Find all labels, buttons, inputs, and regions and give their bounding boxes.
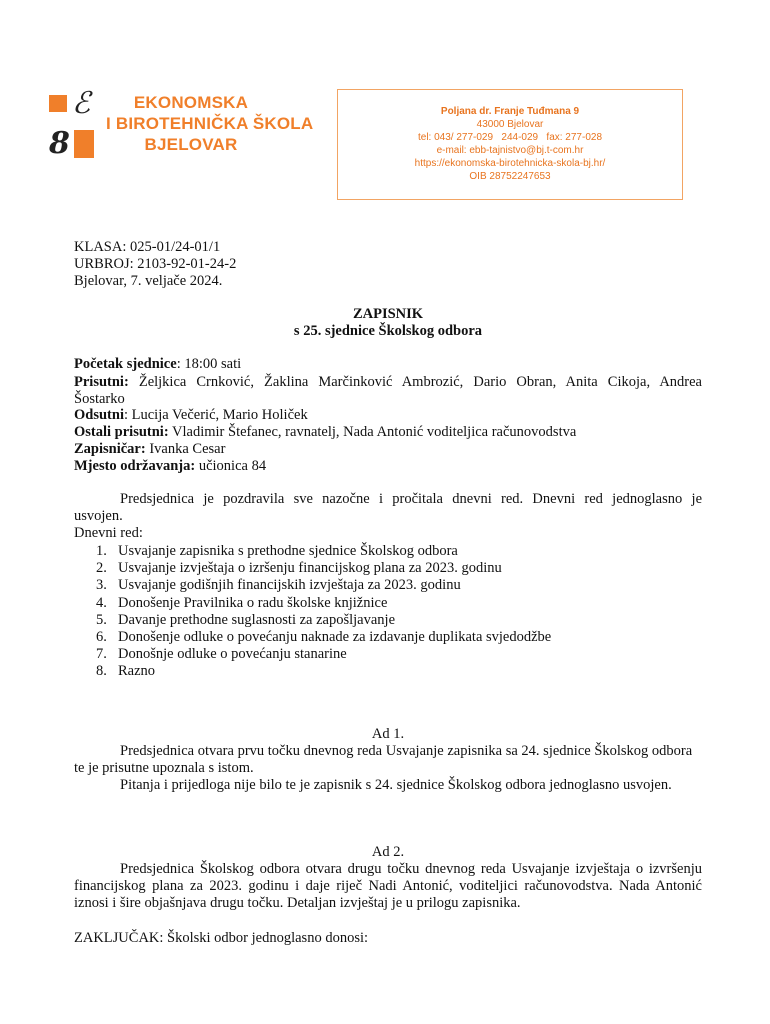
agenda-item: 7. Donošnje odluke o povećanju stanarine [96,646,347,663]
logo-glyph-bottom: 8 [49,126,70,161]
school-name-line-2: I BIROTEHNIČKA ŠKOLA [106,114,314,133]
ad2-paragraph-1: Predsjednica Školskog odbora otvara drugu točku dnevnog reda Usvajanje izvještaja o izvršenju financijskog plana za 2023. godinu i daje riječ Nadi Antonić, voditeljici računovodstva. Nada Antonić iznosi i šire objašnjava drugu točku. Detaljan izvještaj je u prilogu zapisnika. [74,861,702,911]
start-label: Početak sjednice [74,356,177,372]
venue-value: učionica 84 [195,458,267,474]
absent-label: Odsutni [74,407,124,423]
present-value: Željkica Crnković, Žaklina Marčinković Ambrozić, Dario Obran, Anita Cikoja, Andrea Šostarko [74,374,702,407]
urbroj: URBROJ: 2103-92-01-24-2 [74,256,237,272]
logo-square-bottom-right [74,130,94,158]
venue-label: Mjesto održavanja: [74,458,196,474]
recorder-value: Ivanka Cesar [145,441,226,457]
agenda-item: 1. Usvajanje zapisnika s prethodne sjednice Školskog odbora [96,543,458,559]
school-name-line-3: BJELOVAR [144,135,238,154]
ad2-conclusion: ZAKLJUČAK: Školski odbor jednoglasno donosi: [74,930,369,946]
contact-address: Poljana dr. Franje Tuđmana 9 [440,106,580,117]
venue [74,458,266,475]
ad1-paragraph-1: Predsjednica otvara prvu točku dnevnog reda Usvajanje zapisnika sa 24. sjednice Školskog odbora te je prisutne upoznala s istom. [74,743,693,776]
others-value: Vladimir Štefanec, ravnatelj, Nada Antonić voditeljica računovodstva [168,424,577,440]
agenda-item: 4. Donošenje Pravilnika o radu školske knjižnice [96,594,388,611]
contact-box [337,89,683,200]
document-title: ZAPISNIK [352,306,424,322]
agenda-label: Dnevni red: [74,525,143,541]
agenda-item: 5. Davanje prethodne suglasnosti za zapošljavanje [96,611,396,628]
agenda-item: 8. Razno [96,663,156,680]
present-members [74,374,702,408]
others-label: Ostali prisutni: [74,424,169,440]
agenda-item: 2. Usvajanje izvještaja o izršenju financijskog plana za 2023. godinu [96,560,502,577]
intro-paragraph: Predsjednica je pozdravila sve nazočne i pročitala dnevni red. Dnevni red jednoglasno je usvojen. [74,491,702,524]
contact-email[interactable]: e-mail: ebb-tajnistvo@bj.t-com.hr [436,145,584,156]
school-name-line-1: EKONOMSKA [133,93,249,112]
place-date: Bjelovar, 7. veljače 2024. [74,273,223,289]
present-label: Prisutni: [74,374,129,390]
klasa: KLASA: 025-01/24-01/1 [74,239,221,255]
logo-square-top-left [49,95,67,112]
absent-value: : Lucija Večerić, Mario Holiček [123,407,308,423]
recorder [74,441,225,458]
contact-phone: tel: 043/ 277-029 244-029 fax: 277-028 [417,132,603,143]
ad2-heading: Ad 2. [371,844,405,860]
agenda-item: 6. Donošenje odluke o povećanju naknade za izdavanje duplikata svjedodžbe [96,629,552,646]
recorder-label: Zapisničar: [74,441,146,457]
absent-members [74,407,308,424]
ad1-paragraph-2: Pitanja i prijedloga nije bilo te je zapisnik s 24. sjednice Školskog odbora jednoglasno usvojen. [120,777,672,793]
start-value: : 18:00 sati [176,356,242,372]
logo-glyph-top: ℰ [72,86,91,121]
other-attendees [74,424,576,441]
school-name [106,92,314,155]
contact-website[interactable]: https://ekonomska-birotehnicka-skola-bj.hr/ [414,158,606,169]
agenda-item: 3. Usvajanje godišnjih financijskih izvještaja za 2023. godinu [96,577,461,594]
start-time [74,356,241,373]
agenda-list [96,543,551,681]
document-subtitle: s 25. sjednice Školskog odbora [293,323,483,339]
ad1-heading: Ad 1. [371,726,405,742]
contact-city: 43000 Bjelovar [476,119,544,130]
contact-oib: OIB 28752247653 [469,171,551,182]
